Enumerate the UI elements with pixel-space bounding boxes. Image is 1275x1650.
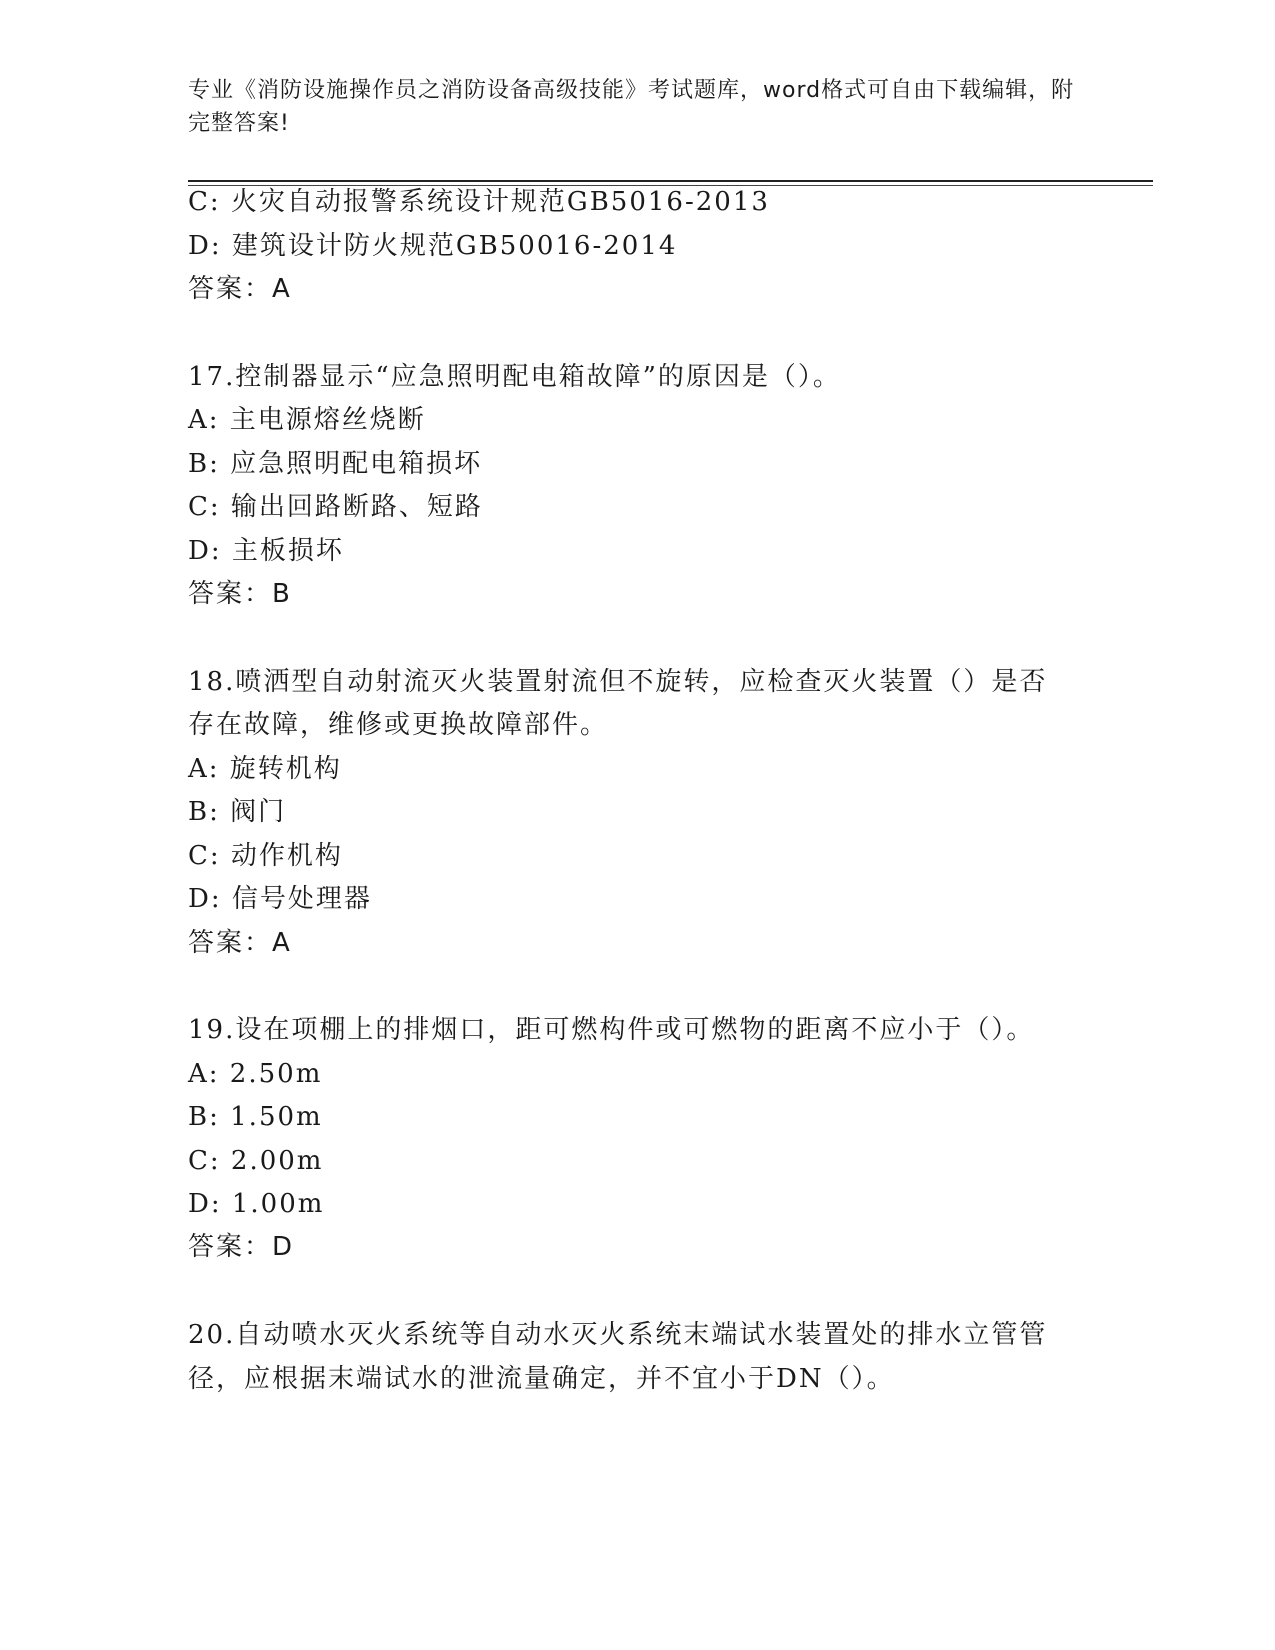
q18-stem-line2: 存在故障，维修或更换故障部件。	[188, 710, 609, 740]
q19-option-d: D: 1.00m	[188, 1189, 325, 1219]
q18-option-c: C: 动作机构	[188, 841, 343, 871]
q17-answer: 答案：B	[188, 579, 292, 609]
document-header: 专业《消防设施操作员之消防设备高级技能》考试题库，word格式可自由下载编辑，附完整答案!	[188, 78, 1075, 136]
q19-answer: 答案：D	[188, 1232, 295, 1262]
header-divider-thick	[188, 180, 1153, 182]
q18-option-d: D: 信号处理器	[188, 884, 372, 914]
q18-option-a: A: 旋转机构	[188, 754, 342, 784]
q19-stem: 19.设在项棚上的排烟口，距可燃构件或可燃物的距离不应小于（）。	[188, 1015, 1035, 1045]
q17-option-a: A: 主电源熔丝烧断	[188, 405, 426, 435]
q18-stem-line1: 18.喷洒型自动射流灭火装置射流但不旋转，应检查灭火装置（）是否	[188, 667, 1048, 697]
prev-option-c: C: 火灾自动报警系统设计规范GB5016-2013	[188, 187, 770, 217]
q17-option-d: D: 主板损坏	[188, 536, 344, 566]
q17-option-b: B: 应急照明配电箱损坏	[188, 449, 483, 479]
q17-stem: 17.控制器显示“应急照明配电箱故障”的原因是（）。	[188, 362, 841, 392]
q19-option-c: C: 2.00m	[188, 1146, 324, 1176]
q18-option-b: B: 阀门	[188, 797, 287, 827]
q20-stem-line1: 20.自动喷水灭火系统等自动水灭火系统末端试水装置处的排水立管管	[188, 1320, 1048, 1350]
q17-option-c: C: 输出回路断路、短路	[188, 492, 483, 522]
q19-option-b: B: 1.50m	[188, 1102, 323, 1132]
prev-answer: 答案：A	[188, 274, 292, 304]
q19-option-a: A: 2.50m	[188, 1059, 323, 1089]
q20-stem-line2: 径，应根据末端试水的泄流量确定，并不宜小于DN（）。	[188, 1364, 895, 1394]
q18-answer: 答案：A	[188, 928, 292, 958]
prev-option-d: D: 建筑设计防火规范GB50016-2014	[188, 231, 678, 261]
